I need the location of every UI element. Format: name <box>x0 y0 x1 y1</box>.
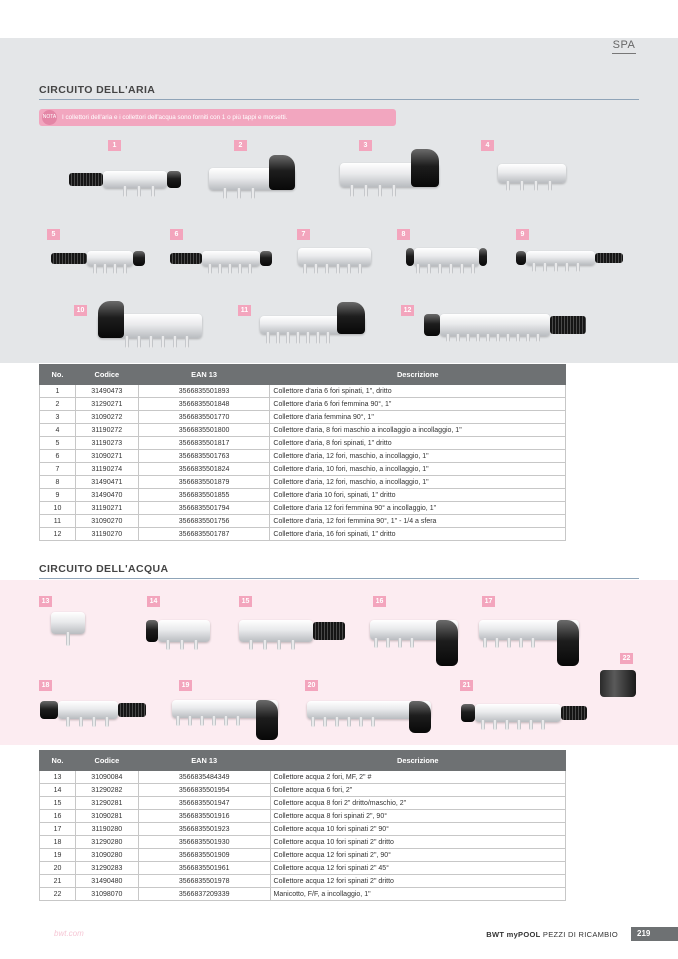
cell-ean: 3566835501954 <box>138 784 270 797</box>
outlet-spigot <box>200 716 204 726</box>
outlet-spigot <box>180 640 184 650</box>
cell-number: 17 <box>40 823 76 836</box>
elbow-fitting <box>256 700 278 740</box>
website-watermark: bwt.com <box>54 929 84 938</box>
cell-description: Collettore acqua 12 fori spinati 2" dritto <box>270 875 565 888</box>
table-row <box>40 849 566 862</box>
outlet-spigot <box>386 638 390 648</box>
product-number-badge: 14 <box>147 596 160 607</box>
cell-description: Collettore d'aria 6 fori spinati, 1", dritto <box>270 385 566 398</box>
elbow-fitting <box>436 620 458 666</box>
outlet-spigot <box>359 717 363 727</box>
cell-description: Collettore d'aria femmina 90°, 1" <box>270 411 566 424</box>
outlet-spigot <box>481 720 485 730</box>
outlet-spigot <box>374 638 378 648</box>
elbow-fitting <box>557 620 579 666</box>
product-number-badge: 3 <box>359 140 372 151</box>
product-number-badge: 15 <box>239 596 252 607</box>
outlet-spigot <box>507 638 511 648</box>
cell-ean: 3566835501763 <box>138 450 270 463</box>
cell-description: Collettore acqua 2 fori, MF, 2" # <box>270 771 565 784</box>
product-number-badge: 20 <box>305 680 318 691</box>
socket-end <box>461 704 475 722</box>
table-row <box>40 784 566 797</box>
cell-ean: 3566835501817 <box>138 437 270 450</box>
outlet-spigot <box>249 640 253 650</box>
barbed-end <box>561 706 587 720</box>
outlet-spigot <box>529 720 533 730</box>
socket-end <box>146 620 158 642</box>
cell-description: Collettore d'aria, 12 fori, maschio, a incollaggio, 1" <box>270 450 566 463</box>
product-number-badge: 17 <box>482 596 495 607</box>
outlet-spigot <box>92 717 96 727</box>
cell-description: Collettore acqua 10 fori spinati 2" dritto <box>270 836 565 849</box>
product-number-badge: 8 <box>397 229 410 240</box>
cell-code: 31090084 <box>75 771 138 784</box>
product-number-badge: 12 <box>401 305 414 316</box>
product-number-badge: 16 <box>373 596 386 607</box>
air-section-title: CIRCUITO DELL'ARIA <box>39 84 156 96</box>
cell-description: Collettore d'aria, 8 fori maschio a incollaggio a incollaggio, 1" <box>270 424 566 437</box>
section-tag: SPA <box>612 39 636 54</box>
outlet-spigot <box>493 720 497 730</box>
cell-code: 31090281 <box>75 810 138 823</box>
outlet-spigot <box>194 640 198 650</box>
cell-ean: 3566835501916 <box>138 810 270 823</box>
water-parts-table <box>39 750 566 901</box>
cell-code: 31490471 <box>75 476 138 489</box>
cell-number: 7 <box>40 463 76 476</box>
product-number-badge: 11 <box>238 305 251 316</box>
cell-code: 31290280 <box>75 836 138 849</box>
cell-number: 18 <box>40 836 76 849</box>
cell-number: 4 <box>40 424 76 437</box>
manifold-body <box>239 620 313 642</box>
cell-ean: 3566835501824 <box>138 463 270 476</box>
cell-number: 14 <box>40 784 76 797</box>
water-section-title: CIRCUITO DELL'ACQUA <box>39 563 169 575</box>
cell-number: 2 <box>40 398 76 411</box>
cell-code: 31190280 <box>75 823 138 836</box>
cell-number: 19 <box>40 849 76 862</box>
page-number: 219 <box>631 927 678 941</box>
outlet-spigot <box>105 717 109 727</box>
cell-code: 31490470 <box>75 489 138 502</box>
cell-code: 31090280 <box>75 849 138 862</box>
product-number-badge: 18 <box>39 680 52 691</box>
cell-code: 31190273 <box>75 437 138 450</box>
outlet-spigot <box>519 638 523 648</box>
outlet-spigot <box>291 640 295 650</box>
cell-number: 10 <box>40 502 76 515</box>
table-row <box>40 836 566 849</box>
cell-description: Collettore d'aria, 10 fori, maschio, a incollaggio, 1" <box>270 463 566 476</box>
outlet-spigot <box>263 640 267 650</box>
cell-number: 1 <box>40 385 76 398</box>
outlet-spigot <box>335 717 339 727</box>
cell-code: 31290281 <box>75 797 138 810</box>
cell-description: Collettore acqua 8 fori 2" dritto/maschio, 2" <box>270 797 565 810</box>
barbed-end <box>313 622 345 640</box>
product-number-badge: 2 <box>234 140 247 151</box>
product-number-badge: 4 <box>481 140 494 151</box>
outlet-spigot <box>323 717 327 727</box>
cell-number: 16 <box>40 810 76 823</box>
cell-description: Collettore acqua 8 fori spinati 2", 90° <box>270 810 565 823</box>
cell-ean: 3566835501855 <box>138 489 270 502</box>
table-row <box>40 823 566 836</box>
outlet-spigot <box>410 638 414 648</box>
cell-description: Collettore acqua 6 fori, 2" <box>270 784 565 797</box>
footer-brand: BWT myPOOL <box>486 930 541 939</box>
cell-description: Collettore acqua 12 fori spinati 2" 45° <box>270 862 565 875</box>
elbow-fitting <box>409 701 431 733</box>
cell-ean: 3566835501800 <box>138 424 270 437</box>
table-header-row <box>40 751 566 771</box>
outlet-spigot <box>236 716 240 726</box>
product-number-badge: 1 <box>108 140 121 151</box>
product-number-badge: 6 <box>170 229 183 240</box>
column-header: No. <box>40 751 76 771</box>
footer-subtitle: PEZZI DI RICAMBIO <box>542 930 618 939</box>
cell-description: Collettore d'aria 12 fori femmina 90° a incollaggio, 1" <box>270 502 566 515</box>
cell-ean: 3566835501787 <box>138 528 270 541</box>
product-number-badge: 21 <box>460 680 473 691</box>
cell-code: 31290271 <box>75 398 138 411</box>
cell-code: 31090272 <box>75 411 138 424</box>
outlet-spigot <box>224 716 228 726</box>
cell-code: 31098070 <box>75 888 138 901</box>
column-header: EAN 13 <box>138 365 270 385</box>
cell-number: 6 <box>40 450 76 463</box>
cell-ean: 3566835484349 <box>138 771 270 784</box>
outlet-spigot <box>79 717 83 727</box>
outlet-spigot <box>212 716 216 726</box>
footer-title <box>486 930 618 939</box>
cell-ean: 3566837209339 <box>138 888 270 901</box>
outlet-spigot <box>188 716 192 726</box>
cell-description: Collettore d'aria, 12 fori femmina 90°, 1" - 1/4 a sfera <box>270 515 566 528</box>
cell-code: 31290282 <box>75 784 138 797</box>
cell-code: 31190270 <box>75 528 138 541</box>
outlet-spigot <box>531 638 535 648</box>
column-header: Descrizione <box>270 365 566 385</box>
cell-number: 21 <box>40 875 76 888</box>
outlet-spigot <box>517 720 521 730</box>
cell-number: 20 <box>40 862 76 875</box>
outlet-spigot <box>505 720 509 730</box>
outlet-spigot <box>495 638 499 648</box>
coupling-image <box>600 670 636 697</box>
cell-ean: 3566835501848 <box>138 398 270 411</box>
outlet-spigot <box>398 638 402 648</box>
cell-description: Collettore d'aria 6 fori femmina 90°, 1" <box>270 398 566 411</box>
cell-ean: 3566835501756 <box>138 515 270 528</box>
outlet-spigot <box>277 640 281 650</box>
cell-ean: 3566835501909 <box>138 849 270 862</box>
cell-code: 31090271 <box>75 450 138 463</box>
column-header: No. <box>40 365 76 385</box>
cell-ean: 3566835501978 <box>138 875 270 888</box>
cell-ean: 3566835501893 <box>138 385 270 398</box>
product-number-badge: 13 <box>39 596 52 607</box>
cell-ean: 3566835501961 <box>138 862 270 875</box>
outlet-spigot <box>66 632 70 646</box>
cell-ean: 3566835501794 <box>138 502 270 515</box>
outlet-spigot <box>347 717 351 727</box>
outlet-spigot <box>483 638 487 648</box>
cell-ean: 3566835501879 <box>138 476 270 489</box>
outlet-spigot <box>371 717 375 727</box>
outlet-spigot <box>541 720 545 730</box>
cell-code: 31490480 <box>75 875 138 888</box>
table-row <box>40 810 566 823</box>
socket-end <box>40 701 58 719</box>
cell-code: 31190271 <box>75 502 138 515</box>
cell-number: 8 <box>40 476 76 489</box>
product-number-badge: 5 <box>47 229 60 240</box>
cell-ean: 3566835501930 <box>138 836 270 849</box>
column-header: Descrizione <box>270 751 565 771</box>
cell-number: 9 <box>40 489 76 502</box>
product-number-badge: 22 <box>620 653 633 664</box>
cell-description: Manicotto, F/F, a incollaggio, 1" <box>270 888 565 901</box>
cell-code: 31490473 <box>75 385 138 398</box>
cell-description: Collettore d'aria, 16 fori spinati, 1" dritto <box>270 528 566 541</box>
cell-number: 22 <box>40 888 76 901</box>
outlet-spigot <box>311 717 315 727</box>
manifold-body <box>158 620 210 642</box>
cell-description: Collettore d'aria, 12 fori, maschio, a incollaggio, 1" <box>270 476 566 489</box>
table-row <box>40 862 566 875</box>
cell-number: 12 <box>40 528 76 541</box>
manifold-body <box>51 612 85 634</box>
product-number-badge: 9 <box>516 229 529 240</box>
cell-ean: 3566835501923 <box>138 823 270 836</box>
cell-number: 15 <box>40 797 76 810</box>
column-header: Codice <box>75 365 138 385</box>
table-row <box>40 797 566 810</box>
product-number-badge: 19 <box>179 680 192 691</box>
table-row <box>40 771 566 784</box>
column-header: EAN 13 <box>138 751 270 771</box>
table-row <box>40 875 566 888</box>
outlet-spigot <box>66 717 70 727</box>
cell-number: 11 <box>40 515 76 528</box>
cell-code: 31190274 <box>75 463 138 476</box>
cell-description: Collettore acqua 10 fori spinati 2" 90° <box>270 823 565 836</box>
column-header: Codice <box>75 751 138 771</box>
barbed-end <box>118 703 146 717</box>
cell-description: Collettore acqua 12 fori spinati 2", 90° <box>270 849 565 862</box>
cell-number: 13 <box>40 771 76 784</box>
note-text: I collettori dell'aria e i collettori dell'acqua sono forniti con 1 o più tappi e morsetti. <box>62 114 288 121</box>
cell-number: 3 <box>40 411 76 424</box>
cell-code: 31290283 <box>75 862 138 875</box>
cell-description: Collettore d'aria 10 fori, spinati, 1" dritto <box>270 489 566 502</box>
table-row <box>40 888 566 901</box>
product-number-badge: 10 <box>74 305 87 316</box>
outlet-spigot <box>166 640 170 650</box>
cell-description: Collettore d'aria, 8 fori spinati, 1" dritto <box>270 437 566 450</box>
cell-ean: 3566835501947 <box>138 797 270 810</box>
cell-ean: 3566835501770 <box>138 411 270 424</box>
product-number-badge: 7 <box>297 229 310 240</box>
cell-code: 31190272 <box>75 424 138 437</box>
cell-number: 5 <box>40 437 76 450</box>
cell-code: 31090270 <box>75 515 138 528</box>
outlet-spigot <box>176 716 180 726</box>
info-icon: NOTA <box>42 110 57 125</box>
